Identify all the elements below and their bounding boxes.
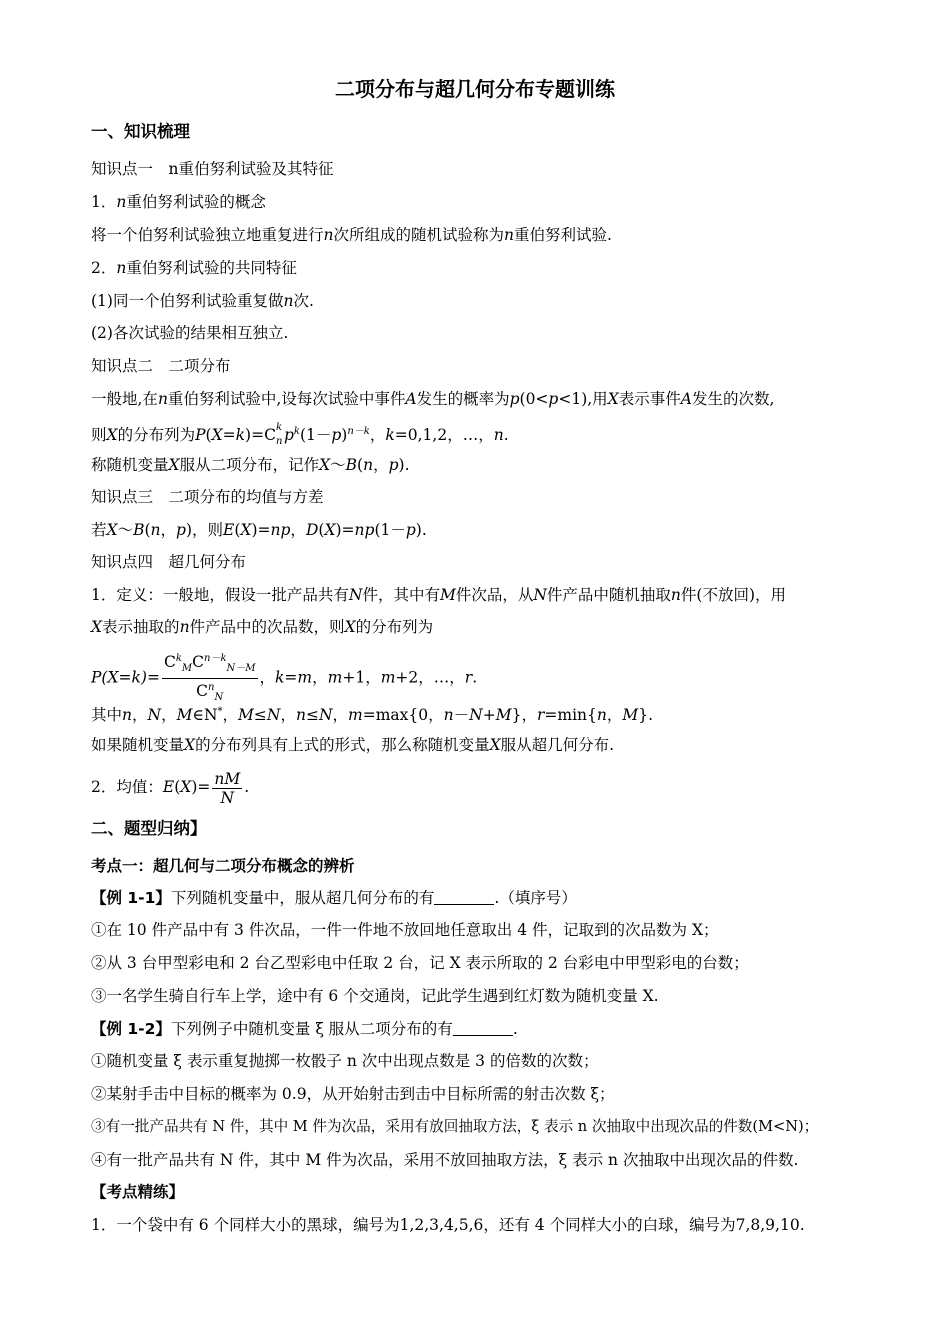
section-heading-types: 二、题型归纳】 [91,819,207,838]
practice-question-1: 1．一个袋中有 6 个同样大小的黑球，编号为1,2,3,4,5,6，还有 4 个同样大小的白球，编号为7,8,9,10. [91,1216,805,1234]
ex12-option-2: ②某射手击中目标的概率为 0.9，从开始射击到击中目标所需的射击次数 ξ； [91,1085,615,1103]
kp1-heading: 知识点一 n重伯努利试验及其特征 [91,160,334,178]
kp4-conclusion: 如果随机变量X的分布列具有上式的形式，那么称随机变量X服从超几何分布. [91,736,615,754]
kp4-definition-line1: 1．定义：一般地，假设一批产品共有N件，其中有M件次品，从N件产品中随机抽取n件(不放回)，用 [91,586,787,604]
ex11-option-1: ①在 10 件产品中有 3 件次品，一件一件地不放回地任意取出 4 件，记取到的次品数为 X； [91,921,719,939]
kp4-definition-line2: X表示抽取的n件产品中的次品数，则X的分布列为 [91,618,434,636]
example-1-2: 【例 1-2】下列例子中随机变量 ξ 服从二项分布的有 . [91,1020,518,1038]
kp1-feature2: (2)各次试验的结果相互独立. [91,324,289,342]
ex11-option-2: ②从 3 台甲型彩电和 2 台乙型彩电中任取 2 台，记 X 表示所取的 2 台彩电中甲型彩电的台数； [91,954,749,972]
kp4-heading: 知识点四 超几何分布 [91,553,247,571]
page-title: 二项分布与超几何分布专题训练 [335,77,615,101]
section-heading-knowledge: 一、知识梳理 [91,122,190,141]
mean-fraction: $\frac{nM}{N}$ [214,769,241,807]
ex11-option-3: ③一名学生骑自行车上学，途中有 6 个交通岗，记此学生遇到红灯数为随机变量 X. [91,987,659,1005]
ex12-option-3: ③有一批产品共有 N 件，其中 M 件为次品，采用有放回抽取方法，ξ 表示 n 次抽取中出现次品的件数(M<N)； [91,1118,819,1135]
kp2-formula: 则X的分布列为P(X=k)=C k n $p^k(1-p)^{n-k}$，k=0,1,2，…，n. [91,422,509,447]
kp4-hypergeometric-formula: P(X=k)= $\frac{C^k_MC^{n-k}_{N-M}}{C^n_N}$ ，k=m，m+1，m+2，…，r. [91,650,477,707]
kp1-definition: 将一个伯努利试验独立地重复进行n次所组成的随机试验称为n重伯努利试验. [91,226,612,244]
kp1-item1: 1．n重伯努利试验的概念 [91,193,266,211]
practice-heading: 【考点精练】 [91,1183,185,1201]
kp4-conditions: 其中n，N，M∈N*，M≤N，n≤N，m=max{0，n－N+M}，r=min{n，M}. [91,706,654,724]
formula-fraction: $\frac{C^k_MC^{n-k}_{N-M}}{C^n_N}$ [162,650,258,707]
kp1-item2: 2．n重伯努利试验的共同特征 [91,259,297,277]
answer-blank [453,1021,513,1036]
kp2-heading: 知识点二 二项分布 [91,357,231,375]
ex12-option-4: ④有一批产品共有 N 件，其中 M 件为次品，采用不放回抽取方法，ξ 表示 n 次抽取中出现次品的件数. [91,1151,799,1169]
answer-blank [434,890,494,905]
kp3-formula: 若X～B(n，p)，则E(X)=np，D(X)=np(1－p). [91,521,427,539]
kp2-paragraph: 一般地,在n重伯努利试验中,设每次试验中事件A发生的概率为p(0<p<1),用X表示事件A发生的次数, [91,390,775,408]
ex12-option-1: ①随机变量 ξ 表示重复抛掷一枚骰子 n 次中出现点数是 3 的倍数的次数； [91,1052,599,1070]
kp4-mean: 2．均值：E(X)= $\frac{nM}{N}$ . [91,769,250,807]
topic1-heading: 考点一：超几何与二项分布概念的辨析 [91,857,355,875]
kp3-heading: 知识点三 二项分布的均值与方差 [91,488,324,506]
example-1-1: 【例 1-1】下列随机变量中，服从超几何分布的有 .（填序号） [91,889,577,907]
kp1-feature1: (1)同一个伯努利试验重复做n次. [91,292,314,310]
kp2-notation: 称随机变量X服从二项分布，记作X～B(n，p). [91,456,410,474]
